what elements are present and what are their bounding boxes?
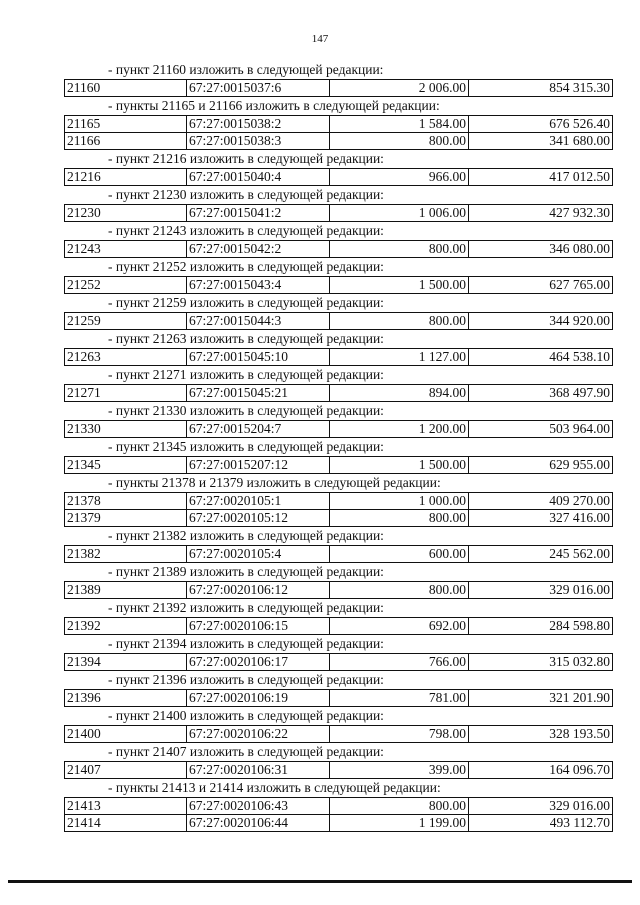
cadastral-number-cell: 67:27:0015041:2 [187,205,330,222]
area-cell: 1 500.00 [330,457,469,474]
cadastral-value-cell: 493 112.70 [469,815,613,832]
cadastral-number-cell: 67:27:0020106:44 [187,815,330,832]
area-cell: 966.00 [330,169,469,186]
data-table [64,168,613,186]
data-table [64,581,613,599]
item-number-cell: 21414 [65,815,187,832]
data-table [64,240,613,258]
area-cell: 800.00 [330,582,469,599]
section-heading: - пункт 21259 изложить в следующей редакции: [108,295,384,310]
area-cell: 1 000.00 [330,493,469,510]
amendment-list [64,61,612,832]
data-table [64,617,613,635]
table-row [65,241,613,258]
area-cell: 1 127.00 [330,349,469,366]
table-row [65,421,613,438]
area-cell: 2 006.00 [330,80,469,97]
section-heading: - пункт 21400 изложить в следующей редакции: [108,708,384,723]
cadastral-number-cell: 67:27:0020106:31 [187,762,330,779]
area-cell: 1 200.00 [330,421,469,438]
cadastral-value-cell: 346 080.00 [469,241,613,258]
table-row [65,582,613,599]
cadastral-value-cell: 328 193.50 [469,726,613,743]
section-heading: - пункт 21407 изложить в следующей редакции: [108,744,384,759]
table-row [65,815,613,832]
item-number-cell: 21345 [65,457,187,474]
area-cell: 1 199.00 [330,815,469,832]
table-row [65,349,613,366]
item-number-cell: 21382 [65,546,187,563]
table-row [65,726,613,743]
table-row [65,133,613,150]
cadastral-number-cell: 67:27:0015207:12 [187,457,330,474]
cadastral-number-cell: 67:27:0015040:4 [187,169,330,186]
area-cell: 800.00 [330,313,469,330]
cadastral-value-cell: 245 562.00 [469,546,613,563]
section-heading: - пункт 21345 изложить в следующей редакции: [108,439,384,454]
table-row [65,385,613,402]
table-row [65,116,613,133]
item-number-cell: 21330 [65,421,187,438]
item-number-cell: 21216 [65,169,187,186]
table-row [65,618,613,635]
cadastral-number-cell: 67:27:0015037:6 [187,80,330,97]
item-number-cell: 21263 [65,349,187,366]
cadastral-value-cell: 409 270.00 [469,493,613,510]
table-row [65,205,613,222]
item-number-cell: 21160 [65,80,187,97]
section-heading: - пункт 21396 изложить в следующей редакции: [108,672,384,687]
cadastral-value-cell: 417 012.50 [469,169,613,186]
table-row [65,762,613,779]
data-table [64,725,613,743]
item-number-cell: 21392 [65,618,187,635]
section-heading: - пункты 21378 и 21379 изложить в следующей редакции: [108,475,441,490]
section-heading: - пункты 21165 и 21166 изложить в следующей редакции: [108,98,440,113]
table-row [65,798,613,815]
cadastral-value-cell: 327 416.00 [469,510,613,527]
cadastral-value-cell: 321 201.90 [469,690,613,707]
cadastral-value-cell: 344 920.00 [469,313,613,330]
cadastral-value-cell: 341 680.00 [469,133,613,150]
data-table [64,79,613,97]
item-number-cell: 21400 [65,726,187,743]
table-row [65,313,613,330]
cadastral-value-cell: 427 932.30 [469,205,613,222]
section-heading: - пункт 21263 изложить в следующей редакции: [108,331,384,346]
cadastral-value-cell: 854 315.30 [469,80,613,97]
cadastral-number-cell: 67:27:0020106:15 [187,618,330,635]
item-number-cell: 21230 [65,205,187,222]
cadastral-number-cell: 67:27:0020105:1 [187,493,330,510]
cadastral-value-cell: 284 598.80 [469,618,613,635]
area-cell: 766.00 [330,654,469,671]
item-number-cell: 21379 [65,510,187,527]
cadastral-number-cell: 67:27:0015043:4 [187,277,330,294]
item-number-cell: 21165 [65,116,187,133]
cadastral-value-cell: 629 955.00 [469,457,613,474]
table-row [65,277,613,294]
section-heading: - пункт 21382 изложить в следующей редакции: [108,528,384,543]
area-cell: 800.00 [330,241,469,258]
data-table [64,276,613,294]
data-table [64,456,613,474]
cadastral-number-cell: 67:27:0020105:4 [187,546,330,563]
data-table [64,689,613,707]
item-number-cell: 21394 [65,654,187,671]
item-number-cell: 21413 [65,798,187,815]
item-number-cell: 21396 [65,690,187,707]
table-row [65,457,613,474]
item-number-cell: 21243 [65,241,187,258]
area-cell: 692.00 [330,618,469,635]
area-cell: 894.00 [330,385,469,402]
cadastral-number-cell: 67:27:0015045:10 [187,349,330,366]
section-heading: - пункт 21252 изложить в следующей редакции: [108,259,384,274]
data-table [64,420,613,438]
area-cell: 1 584.00 [330,116,469,133]
table-row [65,546,613,563]
table-row [65,510,613,527]
cadastral-value-cell: 368 497.90 [469,385,613,402]
area-cell: 1 500.00 [330,277,469,294]
cadastral-value-cell: 315 032.80 [469,654,613,671]
data-table [64,761,613,779]
area-cell: 800.00 [330,798,469,815]
cadastral-value-cell: 164 096.70 [469,762,613,779]
section-heading: - пункт 21389 изложить в следующей редакции: [108,564,384,579]
item-number-cell: 21378 [65,493,187,510]
section-heading: - пункт 21160 изложить в следующей редакции: [108,62,384,77]
table-row [65,690,613,707]
cadastral-number-cell: 67:27:0015045:21 [187,385,330,402]
item-number-cell: 21252 [65,277,187,294]
table-row [65,169,613,186]
cadastral-number-cell: 67:27:0015204:7 [187,421,330,438]
data-table [64,797,613,832]
section-heading: - пункты 21413 и 21414 изложить в следующей редакции: [108,780,441,795]
cadastral-number-cell: 67:27:0020106:19 [187,690,330,707]
cadastral-number-cell: 67:27:0020106:43 [187,798,330,815]
cadastral-value-cell: 627 765.00 [469,277,613,294]
section-heading: - пункт 21392 изложить в следующей редакции: [108,600,384,615]
section-heading: - пункт 21271 изложить в следующей редакции: [108,367,384,382]
data-table [64,653,613,671]
cadastral-value-cell: 464 538.10 [469,349,613,366]
cadastral-number-cell: 67:27:0020106:17 [187,654,330,671]
cadastral-number-cell: 67:27:0015044:3 [187,313,330,330]
data-table [64,384,613,402]
section-heading: - пункт 21330 изложить в следующей редакции: [108,403,384,418]
cadastral-number-cell: 67:27:0015038:3 [187,133,330,150]
section-heading: - пункт 21216 изложить в следующей редакции: [108,151,384,166]
data-table [64,492,613,527]
cadastral-number-cell: 67:27:0020106:12 [187,582,330,599]
area-cell: 800.00 [330,133,469,150]
item-number-cell: 21407 [65,762,187,779]
cadastral-value-cell: 676 526.40 [469,116,613,133]
area-cell: 800.00 [330,510,469,527]
page-number: 147 [311,33,329,45]
section-heading: - пункт 21394 изложить в следующей редакции: [108,636,384,651]
cadastral-value-cell: 329 016.00 [469,582,613,599]
item-number-cell: 21389 [65,582,187,599]
area-cell: 798.00 [330,726,469,743]
cadastral-number-cell: 67:27:0015038:2 [187,116,330,133]
area-cell: 600.00 [330,546,469,563]
data-table [64,115,613,150]
area-cell: 399.00 [330,762,469,779]
data-table [64,204,613,222]
data-table [64,348,613,366]
table-row [65,654,613,671]
section-heading: - пункт 21230 изложить в следующей редакции: [108,187,384,202]
cadastral-value-cell: 503 964.00 [469,421,613,438]
table-row [65,80,613,97]
area-cell: 1 006.00 [330,205,469,222]
section-heading: - пункт 21243 изложить в следующей редакции: [108,223,384,238]
table-row [65,493,613,510]
item-number-cell: 21259 [65,313,187,330]
area-cell: 781.00 [330,690,469,707]
cadastral-number-cell: 67:27:0020106:22 [187,726,330,743]
cadastral-value-cell: 329 016.00 [469,798,613,815]
cadastral-number-cell: 67:27:0020105:12 [187,510,330,527]
cadastral-number-cell: 67:27:0015042:2 [187,241,330,258]
footer-rule [8,880,632,883]
data-table [64,545,613,563]
item-number-cell: 21271 [65,385,187,402]
item-number-cell: 21166 [65,133,187,150]
data-table [64,312,613,330]
